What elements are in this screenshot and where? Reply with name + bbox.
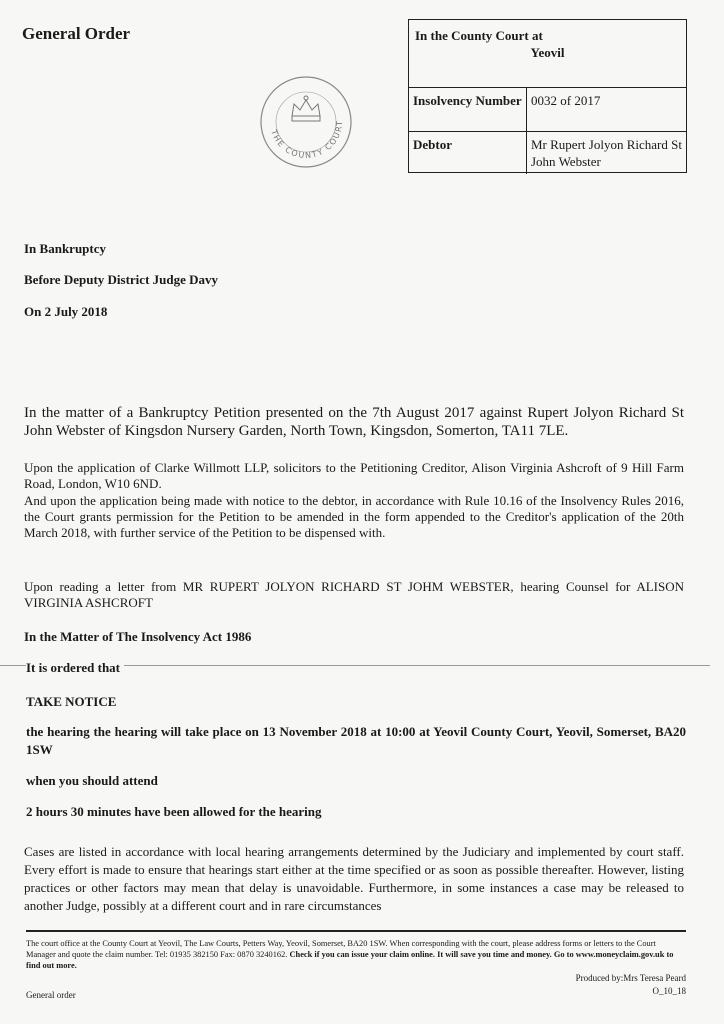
produced-by-block — [564, 972, 686, 998]
petition-paragraph: In the matter of a Bankruptcy Petition presented on the 7th August 2017 against Rupert Jolyon Richard St John Webster of Kingsdon Nursery Garden, North Town, Kingsdon, Somerton, TA11 7LE. — [24, 405, 684, 439]
court-line-1: In the County Court at — [415, 28, 543, 43]
court-heading — [409, 20, 686, 88]
listing-paragraph: Cases are listed in accordance with local hearing arrangements determined by the Judiciary and implemented by court staff. Every effort is made to ensure that hearings start either at the time specified or as soon as possible thereafter. However, listing practices or other factors may mean that delay is unavoidable. Furthermore, in some instances a case may be released to another Judge, possibly at a different court and in rare circumstances — [24, 844, 684, 913]
seal-text: THE COUNTY COURT — [269, 119, 345, 161]
insolvency-label: Insolvency Number — [409, 88, 527, 131]
take-notice: TAKE NOTICE — [26, 694, 117, 709]
produced-by: Produced by:Mrs Teresa Peard — [575, 973, 686, 983]
time-allowed: 2 hours 30 minutes have been allowed for the hearing — [26, 804, 322, 819]
permission-paragraph: And upon the application being made with notice to the debtor, in accordance with Rule 10.16 of the Insolvency Rules 2016, the Court grants permission for the Petition to be amended in the form appended to the Creditor's application of the 20th March 2018, with further service of the Petition to be dispensed with. — [24, 493, 684, 540]
matter-heading: In the Matter of The Insolvency Act 1986 — [24, 629, 252, 644]
in-bankruptcy: In Bankruptcy — [24, 241, 106, 256]
court-address: The court office at the County Court at Yeovil, The Law Courts, Petters Way, Yeovil, Somerset, BA20 1SW. When corresponding with the court, please address forms or letters to the Court Manager and quote the claim number. Tel: 01935 382150 Fax: 0870 3240162. — [26, 939, 656, 959]
application-paragraph: Upon the application of Clarke Willmott LLP, solicitors to the Petitioning Creditor, Alison Virginia Ashcroft of 9 Hill Farm Road, London, W10 6ND. — [24, 460, 684, 491]
form-code: O_10_18 — [652, 986, 686, 996]
ordered-heading: It is ordered that — [26, 660, 124, 676]
svg-text:THE COUNTY COURT — [269, 119, 344, 160]
debtor-row — [409, 132, 686, 174]
footer-notes — [26, 938, 686, 971]
document-title: General Order — [22, 24, 131, 43]
order-date: On 2 July 2018 — [24, 304, 108, 319]
court-info-box — [408, 19, 687, 173]
before-judge: Before Deputy District Judge Davy — [24, 272, 219, 287]
footer-divider — [26, 930, 686, 932]
online-claim-notice: Check if you can issue your claim online. It will save you time and money. Go to www.moneyclaim.gov.uk to find out more. — [26, 950, 674, 970]
form-name: General order — [26, 990, 76, 1000]
debtor-label: Debtor — [409, 132, 527, 174]
insolvency-row — [409, 88, 686, 132]
insolvency-number: 0032 of 2017 — [531, 93, 601, 108]
debtor-name: Mr Rupert Jolyon Richard St John Webster — [531, 137, 682, 169]
attend-line: when you should attend — [26, 773, 158, 788]
crown-seal-icon — [258, 74, 354, 170]
hearing-details: the hearing the hearing will take place on 13 November 2018 at 10:00 at Yeovil County Court, Yeovil, Somerset, BA20 1SW — [26, 724, 686, 757]
letter-paragraph: Upon reading a letter from MR RUPERT JOLYON RICHARD ST JOHM WEBSTER, hearing Counsel for ALISON VIRGINIA ASHCROFT — [24, 579, 684, 610]
court-name: Yeovil — [530, 45, 565, 60]
